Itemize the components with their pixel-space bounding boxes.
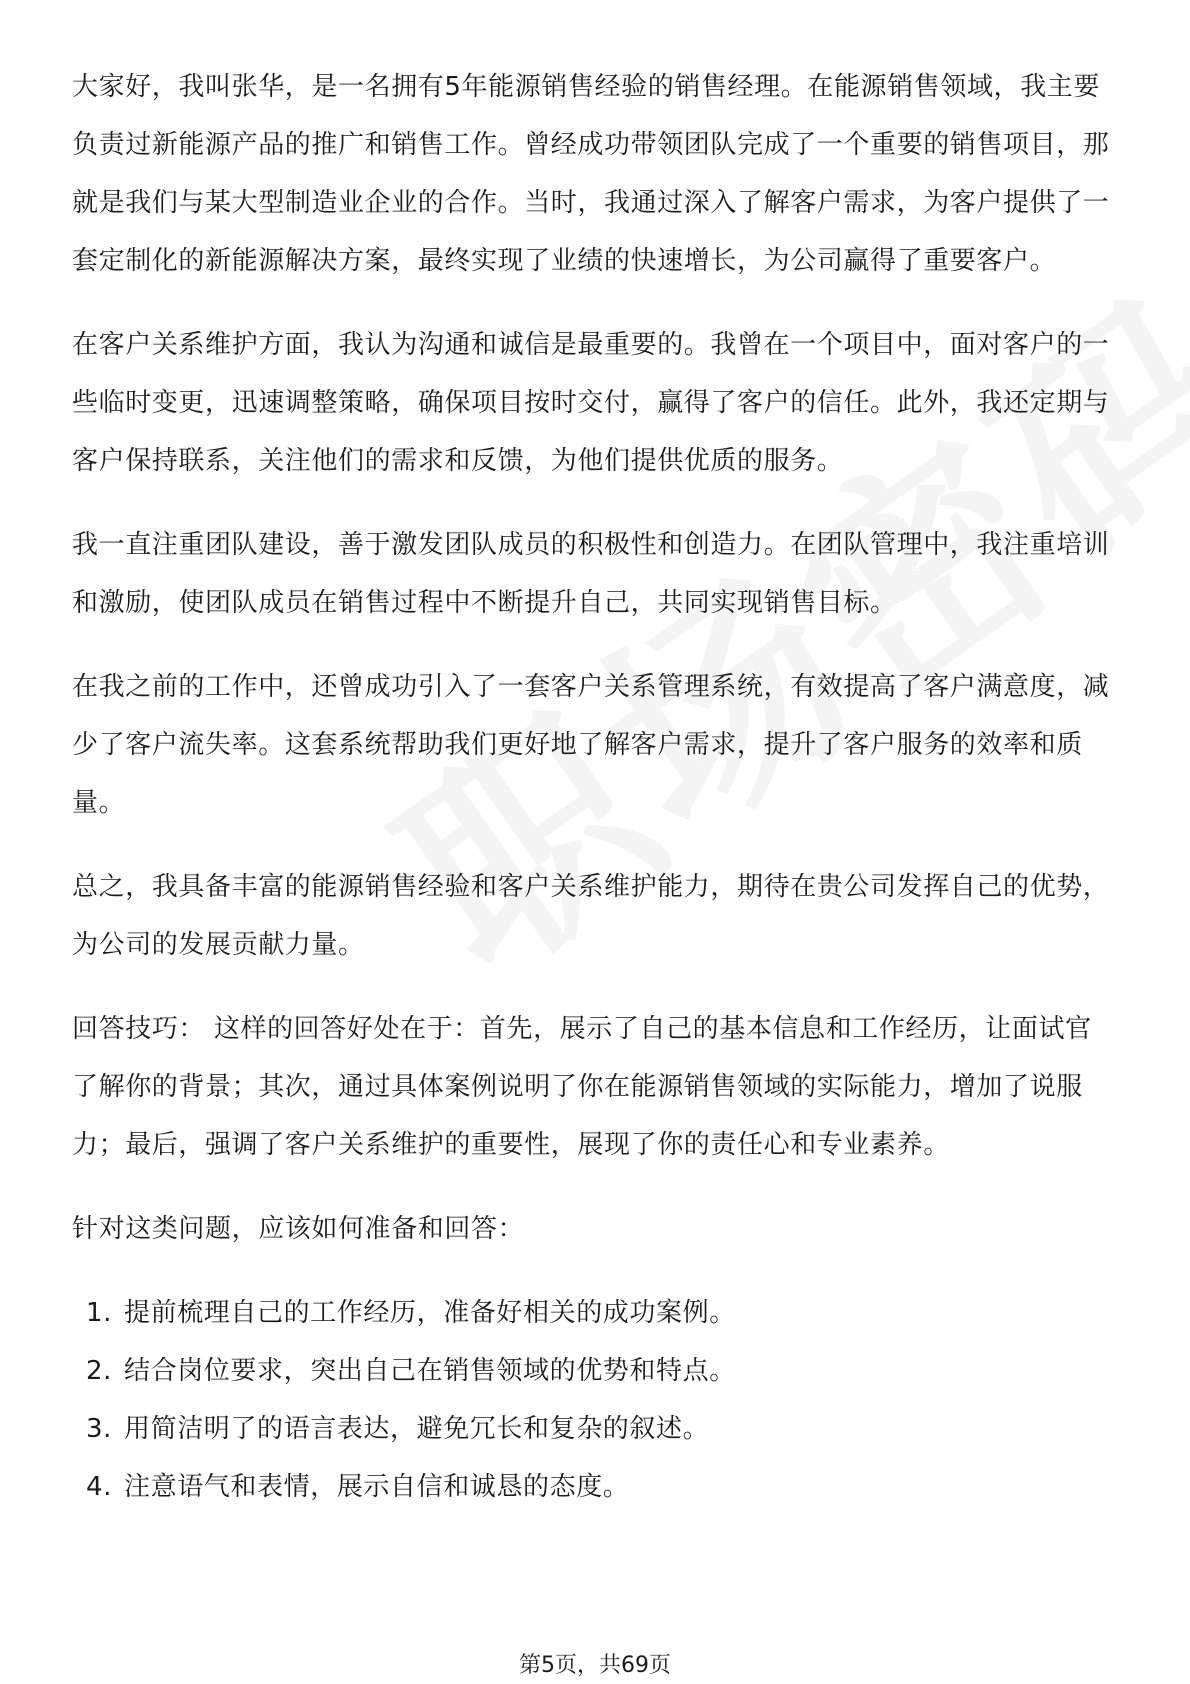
list-item-text: 注意语气和表情，展示自信和诚恳的态度。 [124, 1472, 630, 1502]
list-item-text: 提前梳理自己的工作经历，准备好相关的成功案例。 [124, 1298, 736, 1328]
paragraph-crm-system: 在我之前的工作中，还曾成功引入了一套客户关系管理系统，有效提高了客户满意度，减少了客户流失率。这套系统帮助我们更好地了解客户需求，提升了客户服务的效率和质量。 [72, 672, 1110, 818]
list-item-number: 1. [86, 1298, 113, 1328]
page-number-footer: 第5页，共69页 [519, 1653, 671, 1678]
list-item [72, 1458, 1118, 1516]
list-item-number: 3. [86, 1414, 113, 1444]
list-item [72, 1284, 1118, 1342]
list-item-text: 用简洁明了的语言表达，避免冗长和复杂的叙述。 [124, 1414, 710, 1444]
paragraph-team-building: 我一直注重团队建设，善于激发团队成员的积极性和创造力。在团队管理中，我注重培训和激励，使团队成员在销售过程中不断提升自己，共同实现销售目标。 [72, 530, 1110, 618]
paragraph-preparation-heading: 针对这类问题，应该如何准备和回答： [72, 1214, 525, 1244]
content-area [72, 58, 1118, 1516]
paragraph-customer-relations: 在客户关系维护方面，我认为沟通和诚信是最重要的。我曾在一个项目中，面对客户的一些临时变更，迅速调整策略，确保项目按时交付，赢得了客户的信任。此外，我还定期与客户保持联系，关注他们的需求和反馈，为他们提供优质的服务。 [72, 330, 1110, 476]
list-item-number: 2. [86, 1356, 113, 1386]
list-item [72, 1400, 1118, 1458]
tips-list [72, 1284, 1118, 1516]
list-item-text: 结合岗位要求，突出自己在销售领域的优势和特点。 [124, 1356, 736, 1386]
list-item [72, 1342, 1118, 1400]
paragraph-intro: 大家好，我叫张华，是一名拥有5年能源销售经验的销售经理。在能源销售领域，我主要负责过新能源产品的推广和销售工作。曾经成功带领团队完成了一个重要的销售项目，那就是我们与某大型制造业企业的合作。当时，我通过深入了解客户需求，为客户提供了一套定制化的新能源解决方案，最终实现了业绩的快速增长，为公司赢得了重要客户。 [72, 72, 1110, 276]
paragraph-answer-tips: 回答技巧： 这样的回答好处在于：首先，展示了自己的基本信息和工作经历，让面试官了解你的背景；其次，通过具体案例说明了你在能源销售领域的实际能力，增加了说服力；最后，强调了客户关系维护的重要性，展现了你的责任心和专业素养。 [72, 1014, 1092, 1160]
list-item-number: 4. [86, 1472, 113, 1502]
paragraph-summary: 总之，我具备丰富的能源销售经验和客户关系维护能力，期待在贵公司发挥自己的优势，为公司的发展贡献力量。 [72, 872, 1110, 960]
